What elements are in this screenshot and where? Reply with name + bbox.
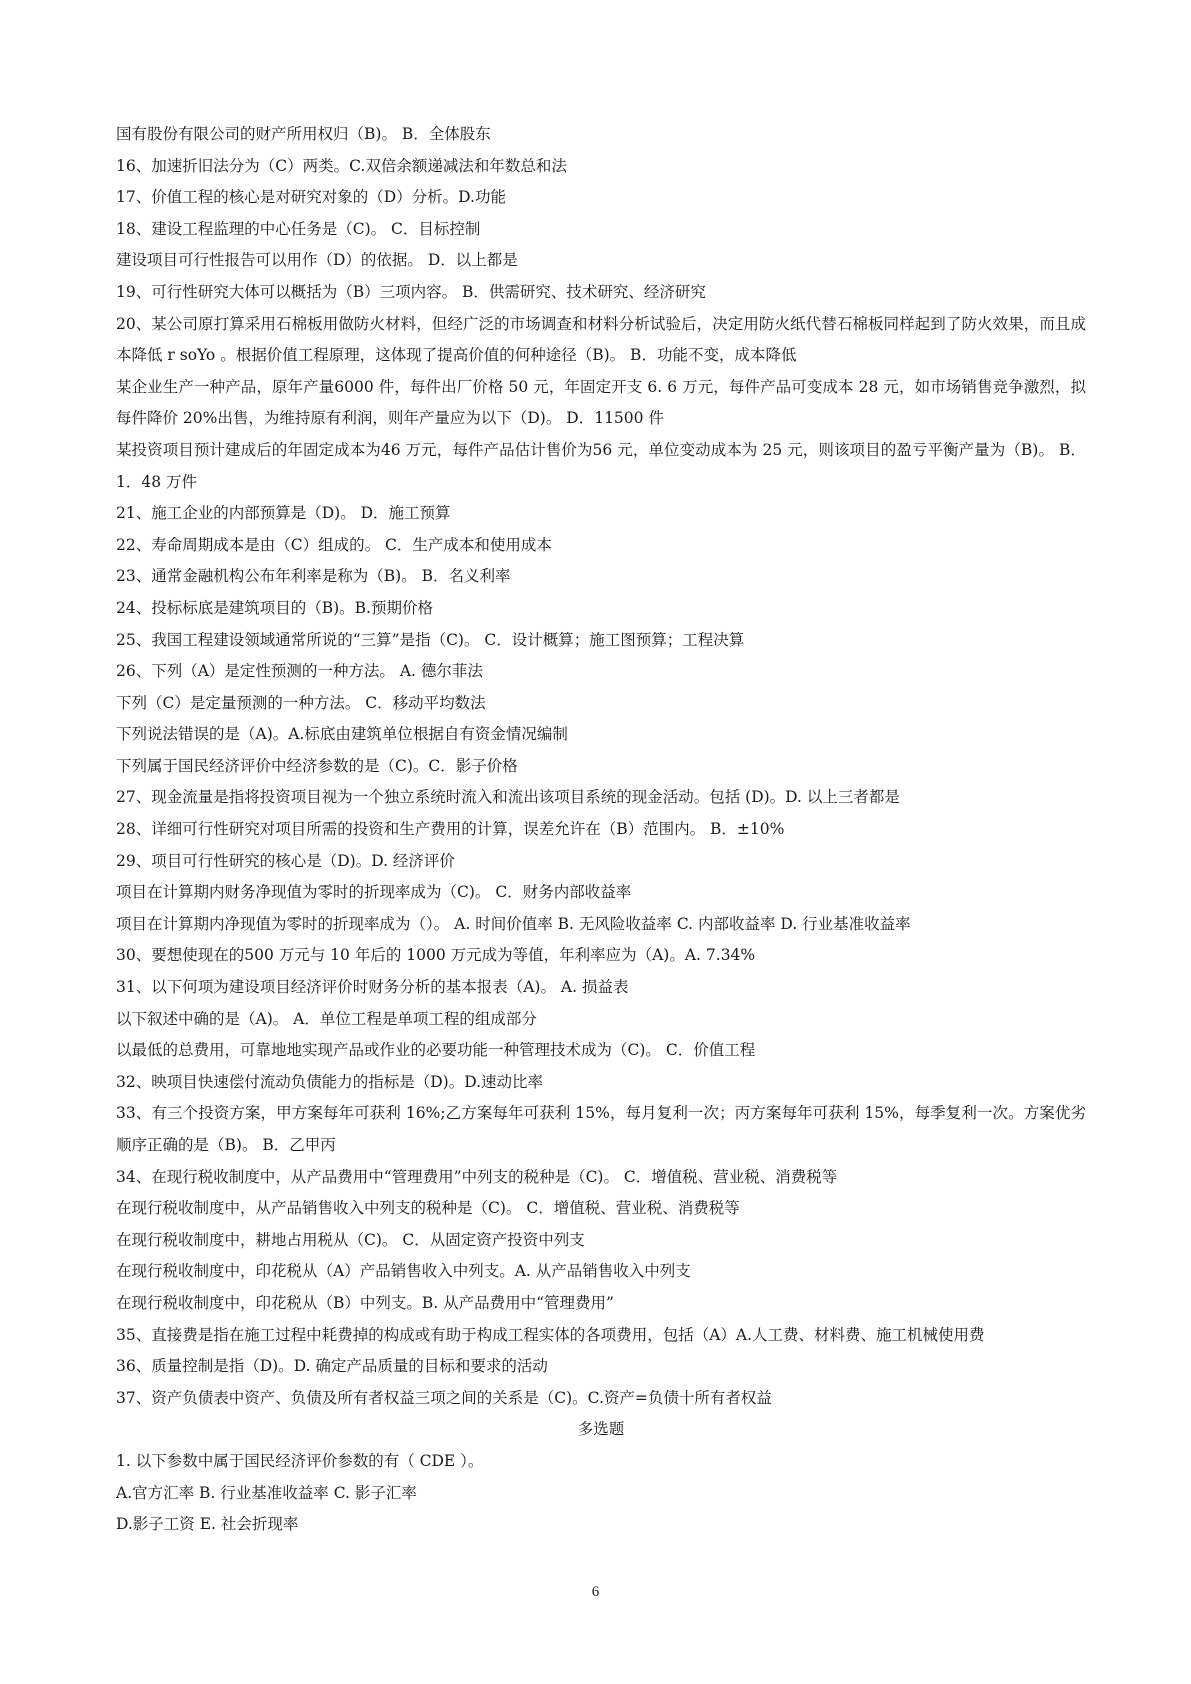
text-line: 28、详细可行性研究对项目所需的投资和生产费用的计算，误差允许在（B）范围内。 B．±10%	[116, 820, 785, 839]
text-line: 建设项目可行性报告可以用作（D）的依据。 D．以上都是	[116, 251, 518, 270]
text-paragraph: 20、某公司原打算采用石棉板用做防火材料，但经广泛的市场调查和材料分析试验后，决定用防火纸代替石棉板同样起到了防火效果，而且成本降低 r soYo 。根据价值工程原理，这体现了提高价值的何种途径（B)。 B．功能不变，成本降低	[116, 314, 1086, 365]
text-line: 36、质量控制是指（D)。D. 确定产品质量的目标和要求的活动	[116, 1357, 548, 1376]
text-line: 下列属于国民经济评价中经济参数的是（C)。C．影子价格	[116, 756, 518, 775]
text-line: 下列说法错误的是（A)。A.标底由建筑单位根据自有资金情况编制	[116, 725, 568, 744]
text-line: 37、资产负债表中资产、负债及所有者权益三项之间的关系是（C)。C.资产=负债十所有者权益	[116, 1388, 772, 1407]
text-line: 21、施工企业的内部预算是（D)。 D．施工预算	[116, 504, 451, 523]
text-line: 32、映项目快速偿付流动负债能力的指标是（D)。D.速动比率	[116, 1072, 544, 1091]
text-line: 23、通常金融机构公布年利率是称为（B)。 B．名义利率	[116, 567, 511, 586]
text-line: 在现行税收制度中，从产品销售收入中列支的税种是（C)。 C．增值税、营业税、消费税等	[116, 1199, 740, 1218]
text-line: 18、建设工程监理的中心任务是（C)。 C．目标控制	[116, 219, 481, 238]
text-line: 在现行税收制度中，印花税从（B）中列支。B. 从产品费用中“管理费用”	[116, 1293, 614, 1312]
text-line: 30、要想使现在的500 万元与 10 年后的 1000 万元成为等值，年利率应为（A)。A. 7.34%	[116, 946, 756, 965]
question-line: 1. 以下参数中属于国民经济评价参数的有（ CDE ）。	[116, 1451, 484, 1470]
text-line: 在现行税收制度中，印花税从（A）产品销售收入中列支。A. 从产品销售收入中列支	[116, 1262, 691, 1281]
text-line: 34、在现行税收制度中，从产品费用中“管理费用”中列支的税种是（C)。 C．增值税、营业税、消费税等	[116, 1167, 838, 1186]
text-line: 27、现金流量是指将投资项目视为一个独立系统时流入和流出该项目系统的现金活动。包括 (D)。D. 以上三者都是	[116, 788, 900, 807]
text-line: 以下叙述中确的是（A)。 A．单位工程是单项工程的组成部分	[116, 1009, 537, 1028]
section-title: 多选题	[577, 1420, 625, 1439]
text-line: 26、下列（A）是定性预测的一种方法。 A. 德尔菲法	[116, 662, 483, 681]
text-line: 22、寿命周期成本是由（C）组成的。 C．生产成本和使用成本	[116, 535, 552, 554]
option-line: A.官方汇率 B. 行业基准收益率 C. 影子汇率	[116, 1483, 417, 1502]
text-paragraph: 33、有三个投资方案，甲方案每年可获利 16%;乙方案每年可获利 15%，每月复利一次；丙方案每年可获利 15%，每季复利一次。方案优劣顺序正确的是（B)。 B．乙甲丙	[116, 1104, 1086, 1154]
text-paragraph: 某企业生产一种产品，原年产量6000 件，每件出厂价格 50 元，年固定开支 6. 6 万元，每件产品可变成本 28 元，如市场销售竞争激烈，拟每件降价 20%出售，为维持原有利润，则年产量应为以下（D)。 D．11500 件	[116, 377, 1086, 428]
text-paragraph: 某投资项目预计建成后的年固定成本为46 万元，每件产品估计售价为56 元，单位变动成本为 25 元，则该项目的盈亏平衡产量为（B)。 B．1．48 万件	[116, 440, 1086, 491]
text-paragraph: 35、直接费是指在施工过程中耗费掉的构成或有助于构成工程实体的各项费用，包括（A）A.人工费、材料费、施工机械使用费	[116, 1325, 985, 1344]
text-line: 16、加速折旧法分为（C）两类。C.双倍余额递减法和年数总和法	[116, 156, 567, 175]
text-line: 在现行税收制度中，耕地占用税从（C)。 C．从固定资产投资中列支	[116, 1230, 585, 1249]
text-line: 项目在计算期内净现值为零时的折现率成为（）。 A. 时间价值率 B. 无风险收益率 C. 内部收益率 D. 行业基准收益率	[116, 914, 911, 933]
option-line: D.影子工资 E. 社会折现率	[116, 1515, 299, 1534]
text-line: 以最低的总费用，可靠地地实现产品或作业的必要功能一种管理技术成为（C)。 C．价值工程	[116, 1041, 756, 1060]
page-content	[116, 119, 1086, 1541]
text-line: 29、项目可行性研究的核心是（D)。D. 经济评价	[116, 851, 455, 870]
text-line: 下列（C）是定量预测的一种方法。 C．移动平均数法	[116, 693, 486, 712]
page-number: 6	[591, 1584, 600, 1600]
text-line: 项目在计算期内财务净现值为零时的折现率成为（C)。 C．财务内部收益率	[116, 883, 632, 902]
text-line: 17、价值工程的核心是对研究对象的（D）分析。D.功能	[116, 188, 506, 207]
text-line: 25、我国工程建设领域通常所说的“三算”是指（C)。 C．设计概算；施工图预算；工程决算	[116, 630, 745, 649]
text-line: 19、可行性研究大体可以概括为（B）三项内容。 B．供需研究、技术研究、经济研究	[116, 282, 706, 301]
text-line: 24、投标标底是建筑项目的（B)。B.预期价格	[116, 598, 433, 617]
text-line: 国有股份有限公司的财产所用权归（B)。 B．全体股东	[116, 125, 491, 143]
text-line: 31、以下何项为建设项目经济评价时财务分析的基本报表（A)。 A. 损益表	[116, 978, 629, 997]
